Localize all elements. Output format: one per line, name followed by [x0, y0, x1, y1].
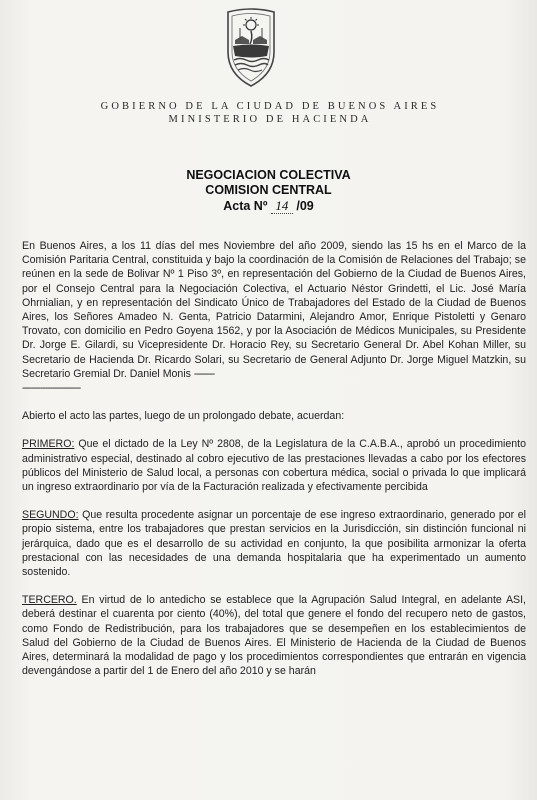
acta-prefix: Acta Nº: [223, 199, 268, 213]
intro-dashes-a: --------: [193, 367, 215, 380]
acta-suffix: /09: [296, 199, 314, 213]
letterhead-government: GOBIERNO DE LA CIUDAD DE BUENOS AIRES: [100, 101, 440, 112]
title-negociacion: NEGOCIACION COLECTIVA: [186, 168, 351, 182]
clause-text: Que el dictado de la Ley Nº 2808, de la Legislatura de la C.A.B.A., aprobó un procedimiento administrativo especial, destinado al cobro ejecutivo de las prestaciones llevadas a cabo por los efectores públicos del Ministerio de Salud local, a personas con cobertura médica, social o privada lo que implicará un ingreso extraordinario por vía de la Facturación realizada y efectivamente percibida: [22, 438, 526, 494]
clause-label: PRIMERO:: [22, 438, 75, 451]
title-comision: COMISION CENTRAL: [205, 183, 332, 197]
intro-dashes-b: -----------------------: [22, 382, 81, 395]
acta-line: [0, 198, 537, 214]
clause-label: TERCERO.: [22, 594, 77, 607]
acta-number: 14: [271, 198, 293, 214]
document-body: [22, 239, 526, 692]
clause-segundo: [22, 508, 526, 579]
intro-text: En Buenos Aires, a los 11 días del mes Noviembre del año 2009, siendo las 15 hs en el Marco de la Comisión Paritaria Central, constituida y bajo la coordinación de la Comisión de Relaciones del Trabajo; se reúnen en la sede de Bolivar Nº 1 Piso 3º, en representación del Gobierno de la Ciudad de Buenos Aires, por el Consejo Central para la Negociación Colectiva, el Actuario Néstor Grindetti, el Lic. José María Ohrnialian, y en representación del Sindicato Único de Trabajadores del Estado de la Ciudad de Buenos Aires, los Señores Amadeo N. Genta, Patricio Datarmini, Alejandro Amor, Enrique Pistoletti y Genaro Trovato, con domicilio en Pedro Goyena 1562, y por la Asociación de Médicos Municipales, su Presidente Dr. Jorge E. Gilardi, su Vicepresidente Dr. Horacio Rey, su Secretario General Dr. Abel Kohan Miller, su Secretario de Hacienda Dr. Ricardo Solari, su Secretario de General Adjunto Dr. Jorge Miguel Matzkin, su Secretario Gremial Dr. Daniel Monis: [22, 240, 526, 380]
clause-primero: [22, 437, 526, 494]
clause-tercero: [22, 593, 526, 678]
letterhead: [40, 100, 500, 126]
intro-paragraph: [22, 239, 526, 395]
clause-text: En virtud de lo antedicho se establece que la Agrupación Salud Integral, en adelante ASI, deberá destinar el cuarenta por ciento (40%), del total que genere el fondo del recupero neto de gastos, como Fondo de Redistribución, para los trabajadores que se desempeñen en los establecimientos de Salud del Gobierno de la Ciudad de Buenos Aires. El Ministerio de Hacienda de la Ciudad de Buenos Aires, determinará la modalidad de pago y los procedimientos correspondientes que entrarán en vigencia devengándose a partir del 1 de Enero del año 2010 y se harán: [22, 594, 526, 678]
city-coat-of-arms-icon: [220, 8, 282, 90]
document-titles: [0, 168, 537, 214]
clause-text: Que resulta procedente asignar un porcentaje de ese ingreso extraordinario, generado por el propio sistema, entre los trabajadores que prestan servicios en la Jurisdicción, sin distinción funcional ni jerárquica, dado que es el desarrollo de su actividad en conjunto, la que posibilita armonizar la oferta prestacional con las necesidades de una demanda hospitalaria que ha experimentado un aumento sostenido.: [22, 509, 526, 579]
letterhead-ministry: MINISTERIO DE HACIENDA: [168, 114, 372, 125]
clause-label: SEGUNDO:: [22, 509, 79, 522]
opening-paragraph: Abierto el acto las partes, luego de un prolongado debate, acuerdan:: [22, 410, 345, 423]
